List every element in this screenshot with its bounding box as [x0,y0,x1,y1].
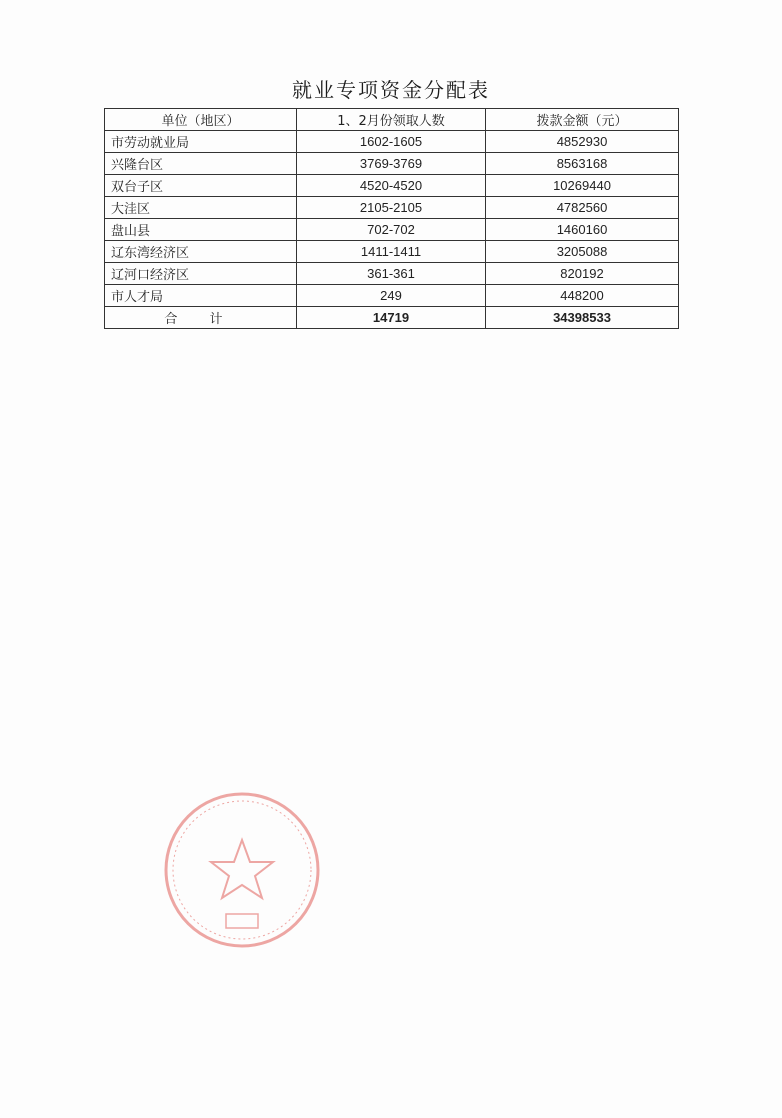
cell-amount: 1460160 [486,219,679,241]
cell-people: 1602-1605 [297,131,486,153]
table-row [105,219,679,241]
cell-amount: 448200 [486,285,679,307]
table-header-row [105,109,679,131]
cell-people: 3769-3769 [297,153,486,175]
cell-people: 361-361 [297,263,486,285]
table-row [105,197,679,219]
cell-people: 4520-4520 [297,175,486,197]
cell-unit: 兴隆台区 [105,153,297,175]
cell-amount: 8563168 [486,153,679,175]
total-people: 14719 [297,307,486,329]
cell-unit: 双台子区 [105,175,297,197]
cell-amount: 3205088 [486,241,679,263]
cell-unit: 辽河口经济区 [105,263,297,285]
total-label: 合 计 [105,307,297,329]
table-row [105,153,679,175]
cell-people: 2105-2105 [297,197,486,219]
cell-unit: 辽东湾经济区 [105,241,297,263]
cell-amount: 4782560 [486,197,679,219]
table-row [105,131,679,153]
table-row [105,285,679,307]
total-amount: 34398533 [486,307,679,329]
cell-amount: 820192 [486,263,679,285]
cell-amount: 4852930 [486,131,679,153]
cell-people: 249 [297,285,486,307]
cell-people: 702-702 [297,219,486,241]
cell-unit: 市劳动就业局 [105,131,297,153]
official-seal [160,788,325,953]
header-unit: 单位（地区） [105,109,297,131]
cell-unit: 市人才局 [105,285,297,307]
header-people: 1、2月份领取人数 [297,109,486,131]
allocation-table [104,108,679,329]
table-row [105,175,679,197]
total-row [105,307,679,329]
cell-unit: 盘山县 [105,219,297,241]
table-row [105,263,679,285]
cell-unit: 大洼区 [105,197,297,219]
header-amount: 拨款金额（元） [486,109,679,131]
cell-people: 1411-1411 [297,241,486,263]
cell-amount: 10269440 [486,175,679,197]
document-title: 就业专项资金分配表 [292,78,490,102]
table-row [105,241,679,263]
